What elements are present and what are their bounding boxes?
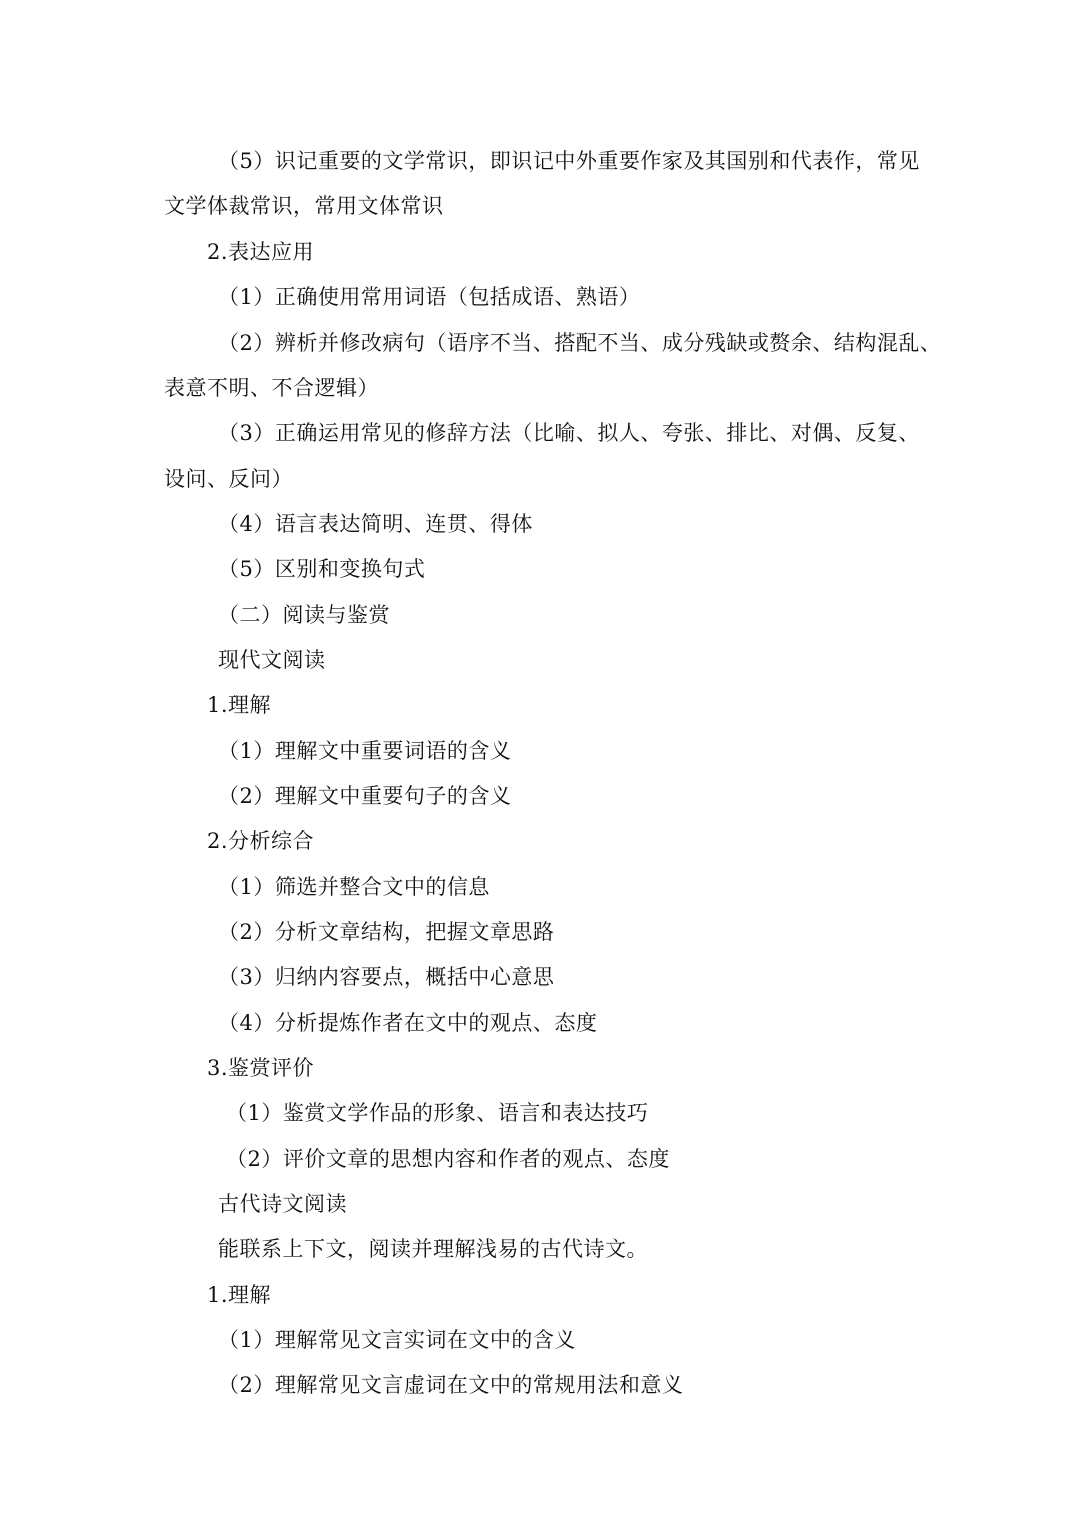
text-line: （2）辨析并修改病句（语序不当、搭配不当、成分残缺或赘余、结构混乱、 xyxy=(218,331,942,355)
text-line: （4）语言表达简明、连贯、得体 xyxy=(218,512,533,536)
text-line: （2）理解常见文言虚词在文中的常规用法和意义 xyxy=(218,1373,684,1397)
text-line: 文学体裁常识，常用文体常识 xyxy=(164,194,444,218)
section-heading: 1.理解 xyxy=(207,693,272,717)
section-heading: 3.鉴赏评价 xyxy=(207,1056,315,1080)
subsection-heading: 古代诗文阅读 xyxy=(218,1192,347,1216)
text-line: （2）分析文章结构，把握文章思路 xyxy=(218,920,555,944)
section-heading: 2.分析综合 xyxy=(207,829,315,853)
text-line: 设问、反问） xyxy=(164,467,293,491)
text-line: （1）正确使用常用词语（包括成语、熟语） xyxy=(218,285,641,309)
subsection-heading: 现代文阅读 xyxy=(218,648,326,672)
text-line: 能联系上下文，阅读并理解浅易的古代诗文。 xyxy=(218,1237,648,1261)
text-line: （5）区别和变换句式 xyxy=(218,557,426,581)
text-line: （1）理解文中重要词语的含义 xyxy=(218,739,512,763)
text-line: 表意不明、不合逻辑） xyxy=(164,376,379,400)
text-line: （1）鉴赏文学作品的形象、语言和表达技巧 xyxy=(226,1101,649,1125)
section-heading: （二）阅读与鉴赏 xyxy=(218,603,390,627)
text-line: （4）分析提炼作者在文中的观点、态度 xyxy=(218,1011,598,1035)
text-line: （2）评价文章的思想内容和作者的观点、态度 xyxy=(226,1147,670,1171)
text-line: （5）识记重要的文学常识，即识记中外重要作家及其国别和代表作，常见 xyxy=(218,149,920,173)
text-line: （2）理解文中重要句子的含义 xyxy=(218,784,512,808)
text-line: （3）正确运用常见的修辞方法（比喻、拟人、夸张、排比、对偶、反复、 xyxy=(218,421,920,445)
text-line: （1）筛选并整合文中的信息 xyxy=(218,875,490,899)
text-line: （3）归纳内容要点，概括中心意思 xyxy=(218,965,555,989)
section-heading: 2.表达应用 xyxy=(207,240,315,264)
text-line: （1）理解常见文言实词在文中的含义 xyxy=(218,1328,576,1352)
section-heading: 1.理解 xyxy=(207,1283,272,1307)
